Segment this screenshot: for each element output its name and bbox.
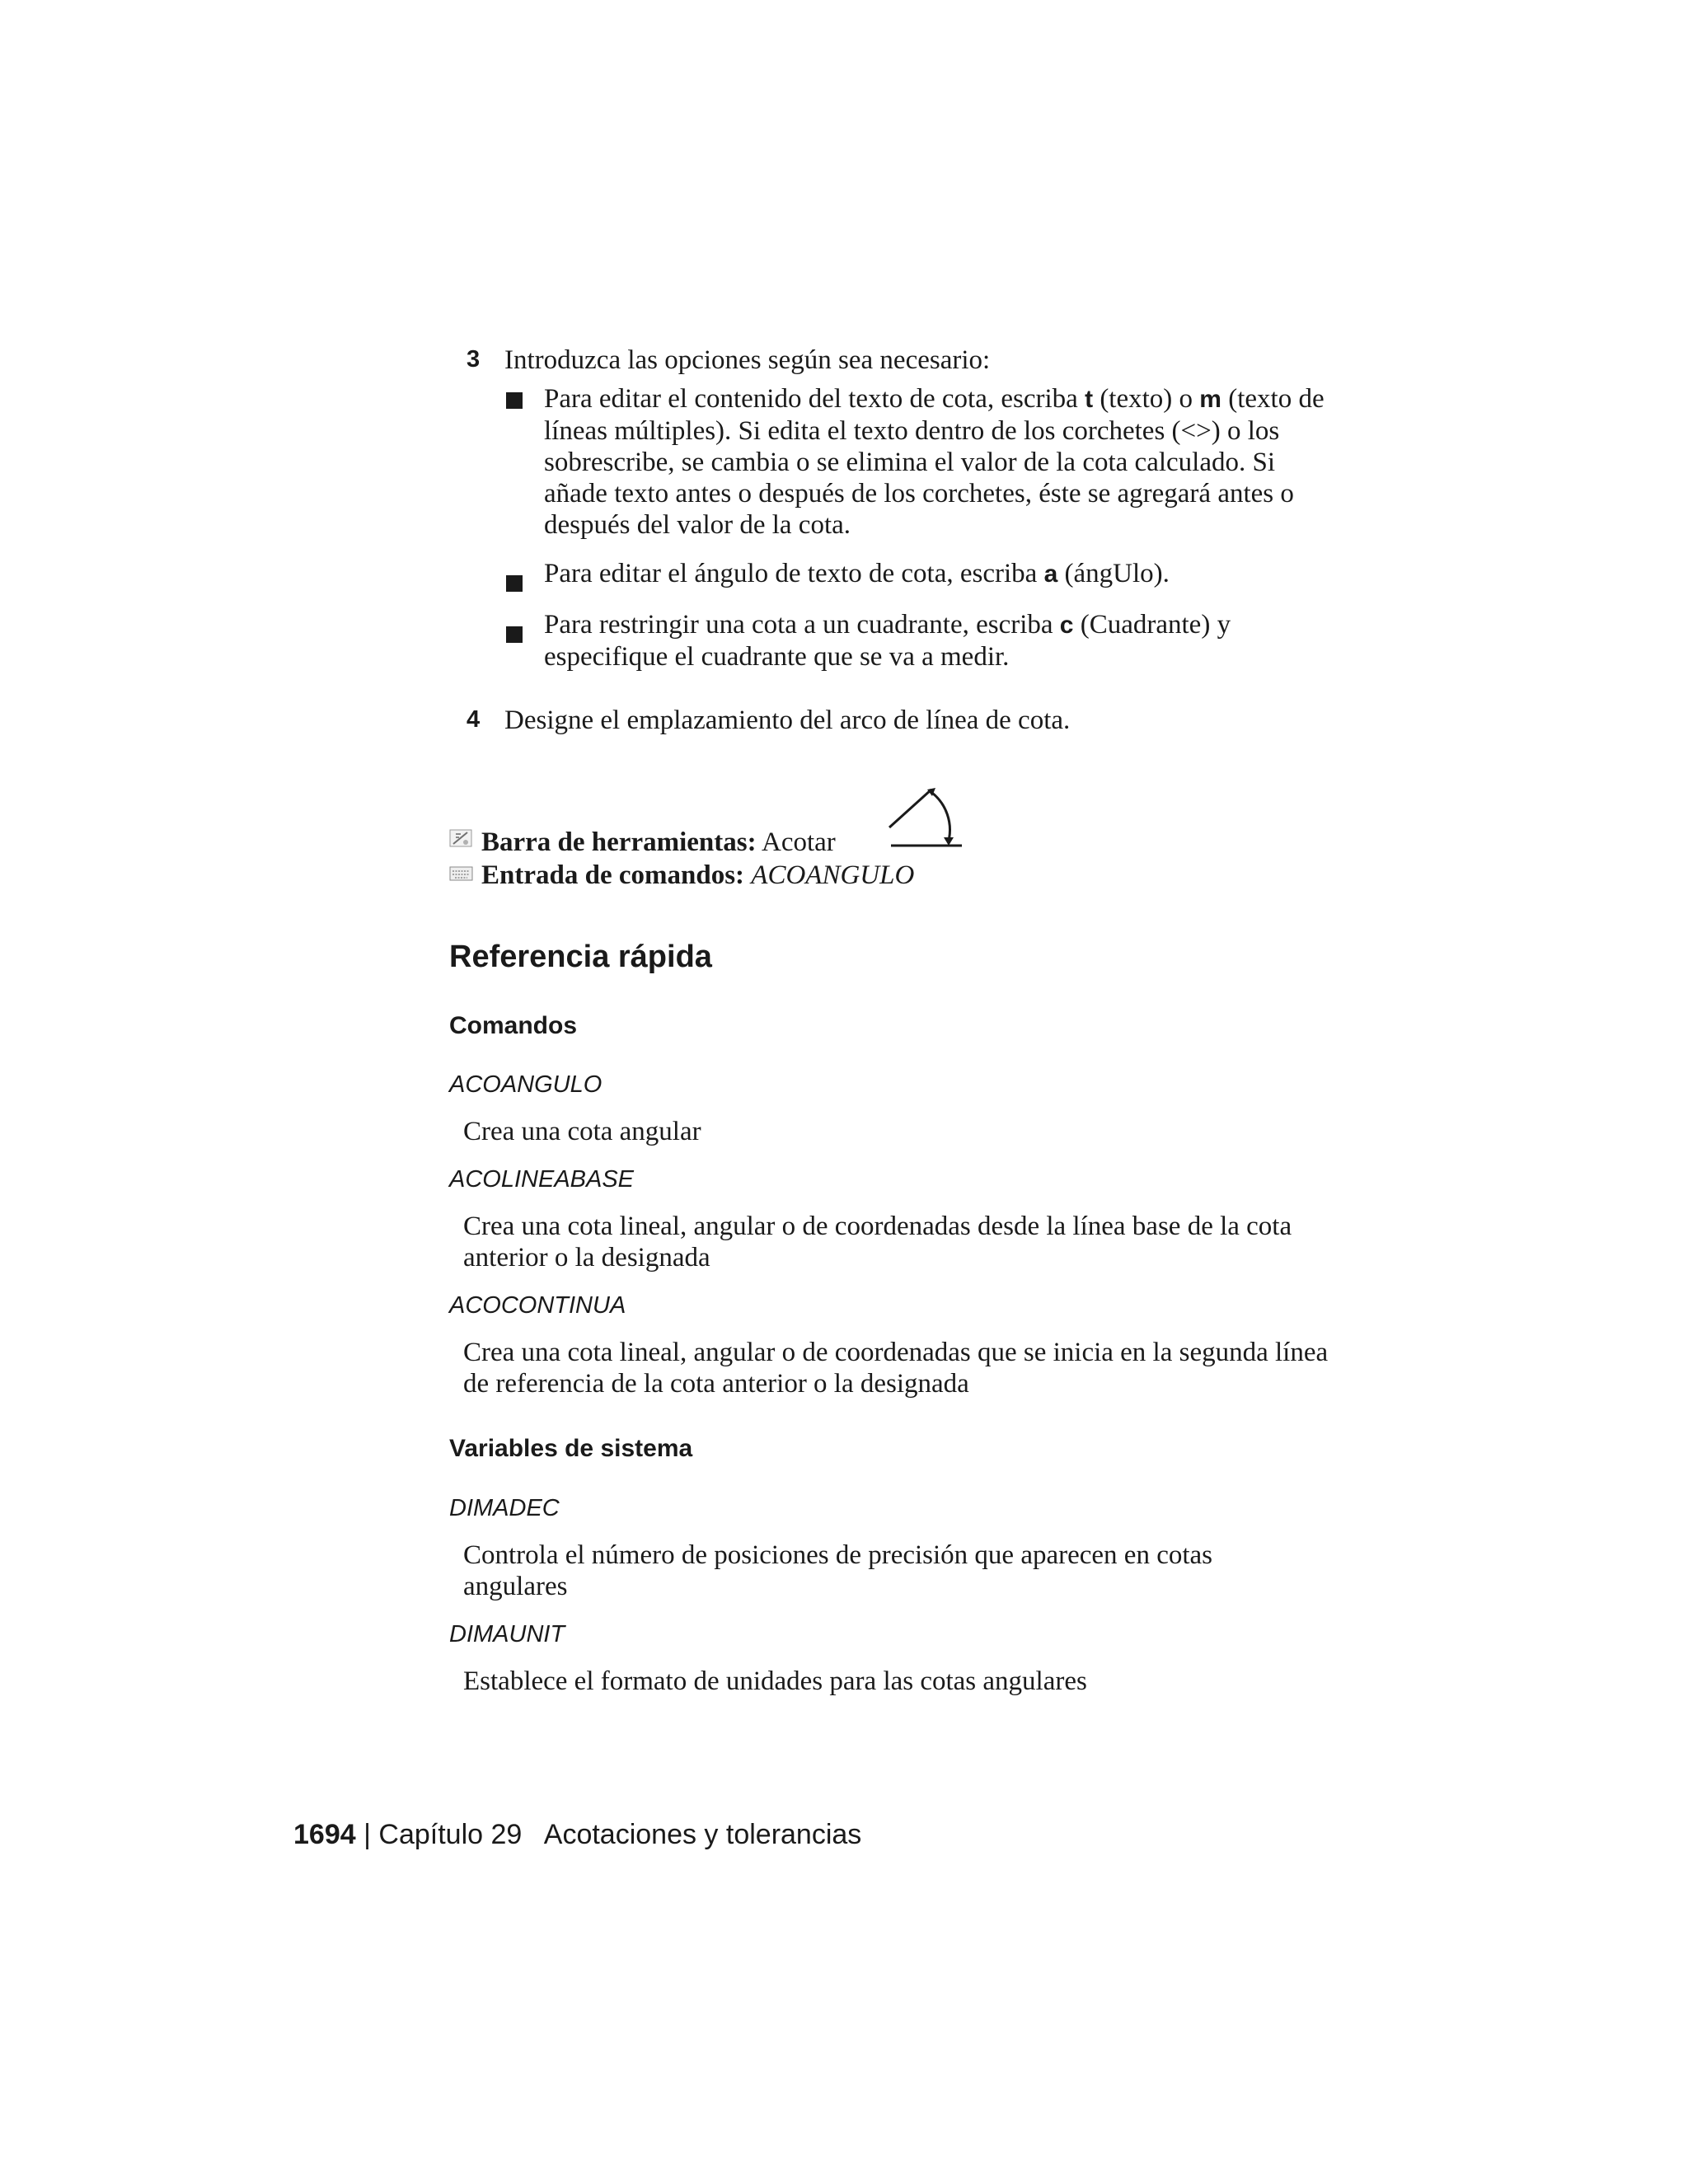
chapter-label: Capítulo 29 — [378, 1819, 523, 1850]
bullet-icon — [506, 575, 523, 592]
chapter-title: Acotaciones y tolerancias — [543, 1819, 862, 1850]
bullet-item: Para editar el ángulo de texto de cota, escriba a (ángUlo). — [544, 559, 1170, 588]
bullet-icon — [506, 626, 523, 643]
footer-separator: | — [363, 1819, 371, 1850]
subsection-heading: Variables de sistema — [449, 1435, 693, 1462]
command-name: ACOLINEABASE — [449, 1166, 635, 1193]
step-text: Introduzca las opciones según sea necesario: — [504, 345, 991, 375]
toolbar-icon — [449, 827, 474, 849]
sysvar-description: Establece el formato de unidades para las cotas angulares — [463, 1666, 1087, 1696]
command-name: ACOANGULO — [449, 1071, 603, 1098]
toolbar-line: Barra de herramientas: Acotar — [481, 827, 836, 857]
bullet-item: Para restringir una cota a un cuadrante, escriba c (Cuadrante) y especifique el cuadrante que se va a medir. — [544, 610, 1231, 672]
command-description: Crea una cota lineal, angular o de coordenadas que se inicia en la segunda línea de referencia de la cota anterior o la designada — [463, 1338, 1329, 1399]
sysvar-name: DIMAUNIT — [449, 1621, 565, 1647]
sysvar-description: Controla el número de posiciones de precisión que aparecen en cotas angulares — [463, 1540, 1212, 1601]
step-number: 4 — [467, 706, 481, 733]
command-entry-line: Entrada de comandos: ACOANGULO — [481, 860, 915, 890]
bullet-icon — [506, 392, 523, 409]
subsection-heading: Comandos — [449, 1012, 578, 1039]
section-title: Referencia rápida — [449, 940, 712, 974]
command-description: Crea una cota lineal, angular o de coordenadas desde la línea base de la cota anterior o la designada — [463, 1212, 1292, 1272]
command-name: ACOCONTINUA — [449, 1292, 626, 1319]
page-number: 1694 — [293, 1819, 356, 1850]
step-text: Designe el emplazamiento del arco de línea de cota. — [504, 705, 1071, 735]
step-number: 3 — [467, 346, 481, 373]
angular-dimension-icon — [886, 781, 964, 849]
page-footer — [293, 1819, 861, 1851]
command-description: Crea una cota angular — [463, 1117, 701, 1146]
sysvar-name: DIMADEC — [449, 1495, 560, 1521]
bullet-item: Para editar el contenido del texto de cota, escriba t (texto) o m (texto de líneas múltiples). Si edita el texto dentro de los corchetes (<>) o los sobrescribe, se cambia o se elimina el valor de la cota calculado. Si añade texto antes o después de los corchetes, éste se agregará antes o después del valor de la cota. — [544, 384, 1325, 540]
keyboard-icon — [449, 865, 474, 882]
